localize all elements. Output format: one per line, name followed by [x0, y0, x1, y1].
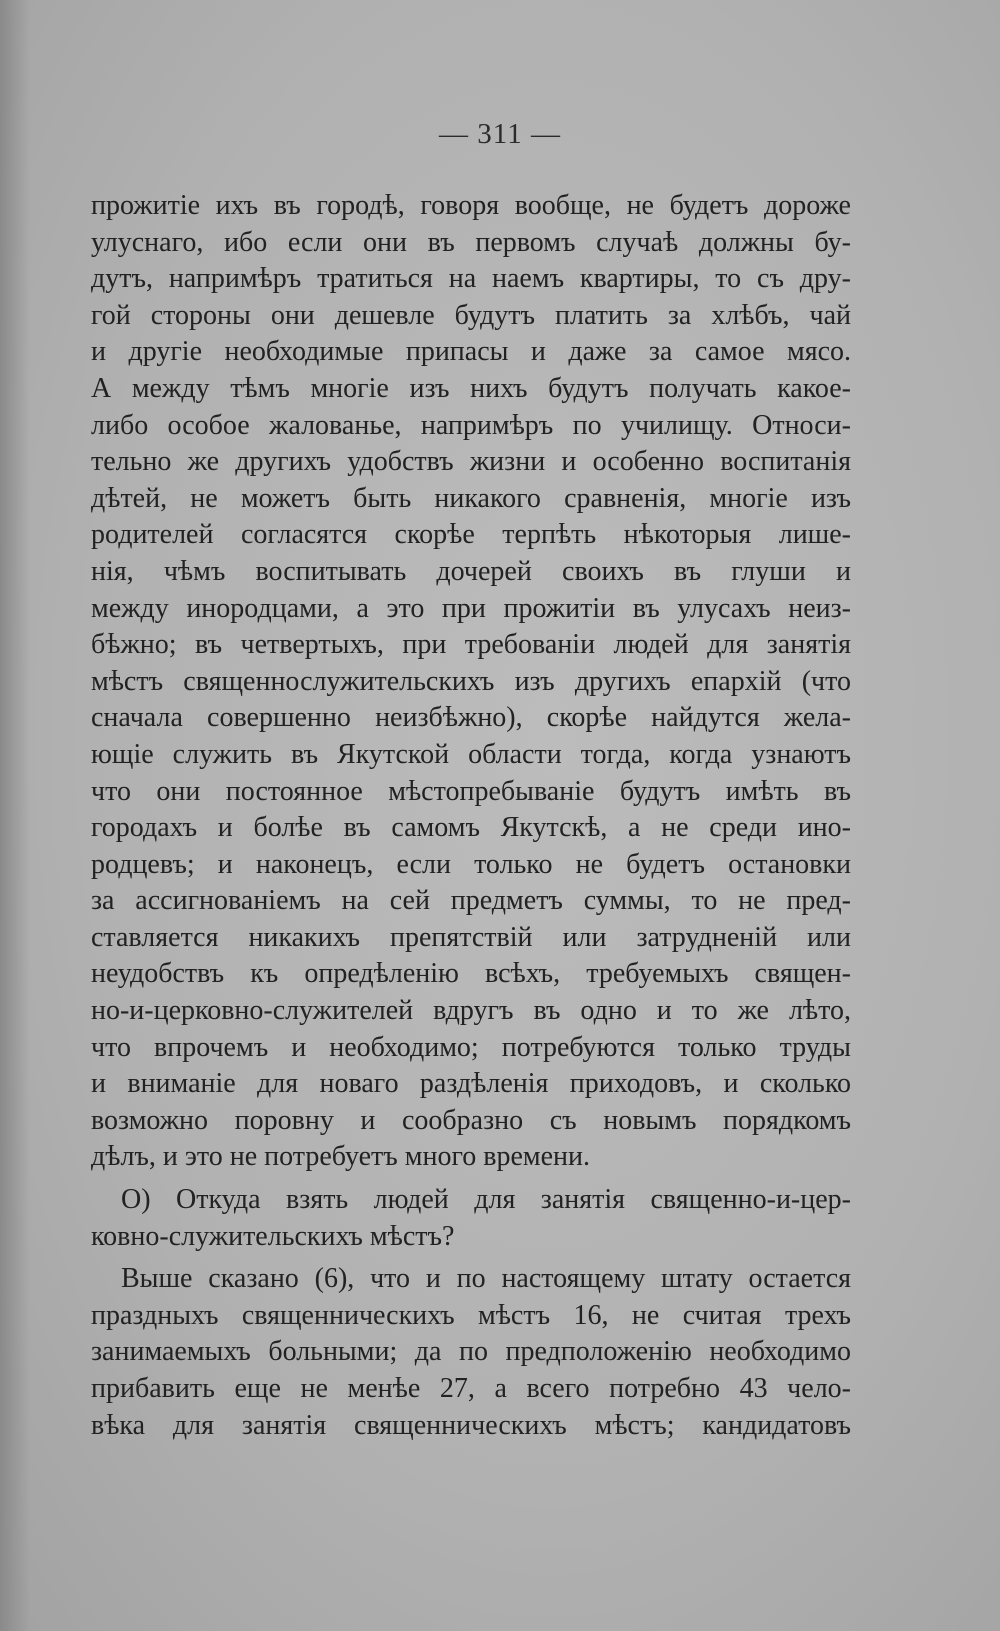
text-line: Выше сказано (6), что и по настоящему штату остается [121, 1263, 851, 1295]
text-line: дѣлъ, и это не потребуетъ много времени. [91, 1141, 591, 1173]
text-line: что впрочемъ и необходимо; потребуются только труды [91, 1031, 851, 1063]
text-line: городахъ и болѣе въ самомъ Якутскѣ, а не среди ино- [91, 812, 851, 844]
text-line: мѣстъ священнослужительскихъ изъ другихъ епархій (что [91, 665, 851, 697]
text-line: возможно поровну и сообразно съ новымъ порядкомъ [91, 1104, 851, 1136]
section-heading-line: O) Откуда взять людей для занятія священно-и-цер- [121, 1184, 851, 1216]
page-edge-shadow [0, 0, 30, 1631]
text-line: родителей согласятся скорѣе терпѣть нѣкоторыя лише- [91, 519, 851, 551]
text-line: сначала совершенно неизбѣжно), скорѣе найдутся жела- [91, 702, 851, 734]
text-line: за ассигнованіемъ на сей предметъ суммы, то не пред- [91, 885, 851, 917]
text-line: прожитіе ихъ въ городѣ, говоря вообще, не будетъ дороже [91, 190, 851, 221]
text-line: А между тѣмъ многіе изъ нихъ будутъ получать какое- [91, 372, 851, 404]
text-line: что они постоянное мѣстопребываніе будутъ имѣть въ [91, 775, 851, 807]
text-line: нія, чѣмъ воспитывать дочерей своихъ въ глуши и [91, 555, 851, 587]
page-number: — 311 — [439, 118, 561, 150]
text-line: между инородцами, а это при прожитіи въ улусахъ неиз- [91, 592, 851, 624]
text-line: дѣтей, не можетъ быть никакого сравненія, многіе изъ [91, 482, 851, 514]
text-line: либо особое жалованье, напримѣръ по училищу. Относи- [91, 409, 851, 441]
text-line: ставляется никакихъ препятствій или затрудненій или [91, 921, 851, 953]
text-line: неудобствъ къ опредѣленію всѣхъ, требуемыхъ священ- [91, 958, 851, 990]
body-text [91, 188, 851, 1444]
text-line: праздныхъ священническихъ мѣстъ 16, не считая трехъ [91, 1299, 851, 1331]
text-line: бѣжно; въ четвертыхъ, при требованіи людей для занятія [91, 629, 851, 661]
text-line: дутъ, напримѣръ тратиться на наемъ квартиры, то съ дру- [91, 263, 851, 295]
text-line: и вниманіе для новаго раздѣленія приходовъ, и сколько [91, 1068, 851, 1100]
text-line: ющіе служить въ Якутской области тогда, когда узнаютъ [91, 738, 851, 770]
text-line: гой стороны они дешевле будутъ платить за хлѣбъ, чай [91, 299, 851, 331]
text-line: родцевъ; и наконецъ, если только не будетъ остановки [91, 848, 851, 880]
text-line: занимаемыхъ больными; да по предположенію необходимо [91, 1336, 851, 1368]
text-line: прибавить еще не менѣе 27, а всего потребно 43 чело- [91, 1373, 851, 1404]
text-line: и другіе необходимые припасы и даже за самое мясо. [91, 336, 851, 368]
text-line: но-и-церковно-служителей вдругъ въ одно и то же лѣто, [91, 995, 851, 1027]
text-line: вѣка для занятія священническихъ мѣстъ; кандидатовъ [91, 1409, 851, 1441]
text-line: улуснаго, ибо если они въ первомъ случаѣ должны бу- [91, 226, 851, 258]
section-heading-line: ковно-служительскихъ мѣстъ? [91, 1220, 455, 1252]
text-line: тельно же другихъ удобствъ жизни и особенно воспитанія [91, 446, 851, 478]
